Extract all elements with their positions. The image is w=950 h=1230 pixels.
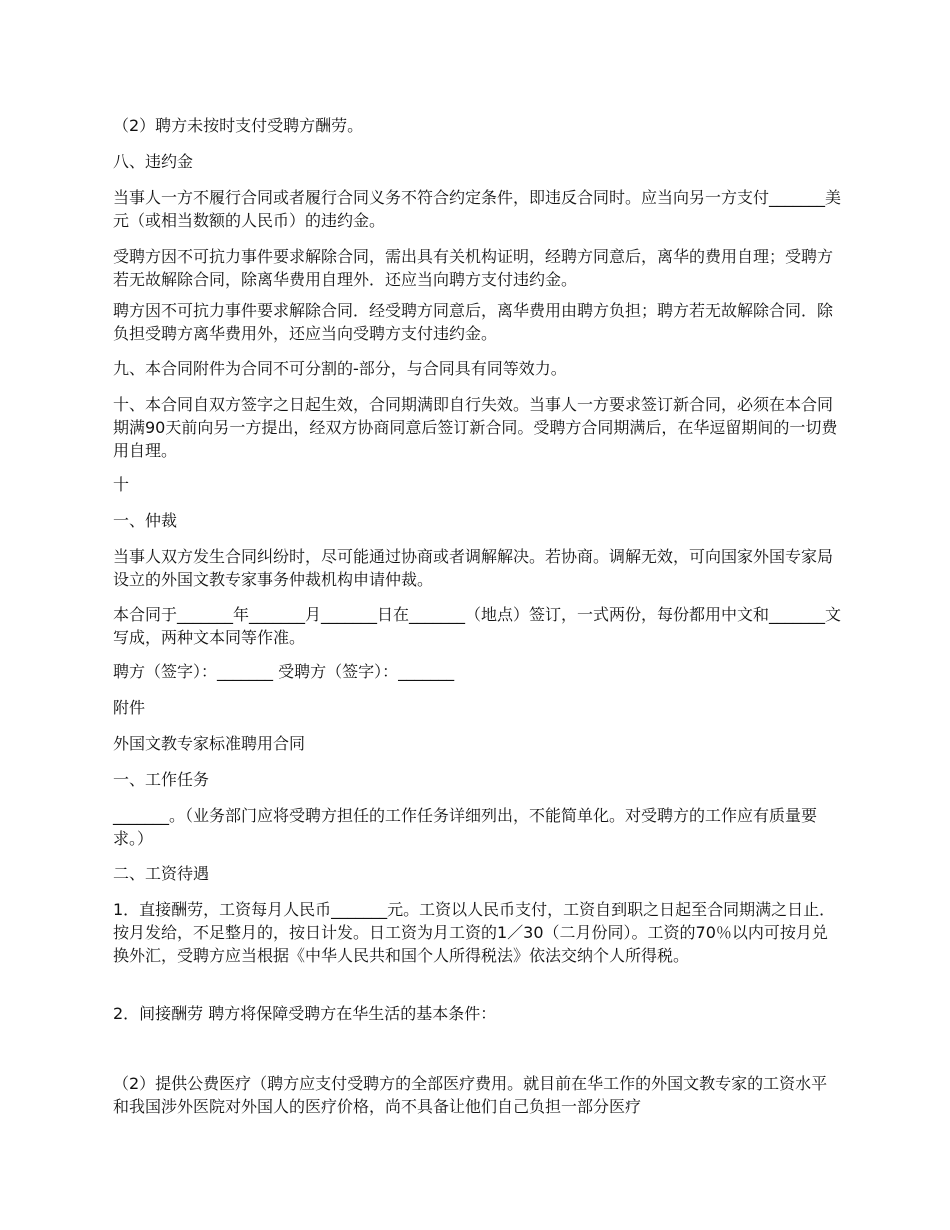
paragraph-direct-pay: 1．直接酬劳，工资每月人民币_______元。工资以人民币支付，工资自到职之日起至合同期满之日止．按月发给，不足整月的，按日计发。日工资为月工资的1／30（二月份同）。工资的70％以内可按月兑换外汇，受聘方应当根据《中华人民共和国个人所得税法》依法交纳个人所得税。: [113, 900, 836, 965]
paragraph-employee-termination: 受聘方因不可抗力事件要求解除合同，需出具有关机构证明，经聘方同意后，离华的费用自理；受聘方若无故解除合同，除离华费用自理外．还应当向聘方支付违约金。: [113, 247, 834, 289]
paragraph-signing-details: 本合同于_______年_______月_______日在_______（地点）签订，一式两份，每份都用中文和_______文写成，两种文本同等作准。: [113, 605, 842, 647]
heading-salary: 二、工资待遇: [113, 864, 210, 883]
paragraph-penalty-amount: 当事人一方不履行合同或者履行合同义务不符合约定条件，即违反合同时。应当向另一方支付_______美元（或相当数额的人民币）的违约金。: [113, 188, 842, 230]
heading-arbitration: 一、仲裁: [113, 511, 178, 530]
paragraph-indirect-pay: 2．间接酬劳 聘方将保障受聘方在华生活的基本条件：: [113, 1004, 497, 1023]
heading-annex: 附件: [113, 698, 146, 717]
paragraph-annex-validity: 九、本合同附件为合同不可分割的-部分，与合同具有同等效力。: [113, 359, 567, 378]
heading-work-task: 一、工作任务: [113, 770, 210, 789]
paragraph-medical: （2）提供公费医疗（聘方应支付受聘方的全部医疗费用。就目前在华工作的外国文教专家的工资水平和我国涉外医院对外国人的医疗价格，尚不具备让他们自己负担一部分医疗: [113, 1074, 828, 1116]
paragraph-arbitration: 当事人双方发生合同纠纷时，尽可能通过协商或者调解解决。若协商。调解无效，可向国家外国专家局设立的外国文教专家事务仲裁机构申请仲裁。: [113, 547, 834, 589]
paragraph-work-task: _______。（业务部门应将受聘方担任的工作任务详细列出，不能简单化。对受聘方的工作应有质量要求。）: [113, 806, 818, 848]
heading-ten: 十: [113, 475, 130, 494]
paragraph-item-2-unpaid: （2）聘方未按时支付受聘方酬劳。: [113, 116, 364, 135]
heading-contract-title: 外国文教专家标准聘用合同: [113, 734, 306, 753]
paragraph-contract-effect: 十、本合同自双方签字之日起生效，合同期满即自行失效。当事人一方要求签订新合同，必须在本合同期满90天前向另一方提出，经双方协商同意后签订新合同。受聘方合同期满后，在华逗留期间的一切费用自理。: [113, 395, 838, 460]
signature-line: 聘方（签字）：_______ 受聘方（签字）：_______: [113, 662, 455, 681]
heading-breach-penalty: 八、违约金: [113, 152, 194, 171]
paragraph-employer-termination: 聘方因不可抗力事件要求解除合同．经受聘方同意后，离华费用由聘方负担；聘方若无故解除合同．除负担受聘方离华费用外，还应当向受聘方支付违约金。: [113, 301, 834, 343]
